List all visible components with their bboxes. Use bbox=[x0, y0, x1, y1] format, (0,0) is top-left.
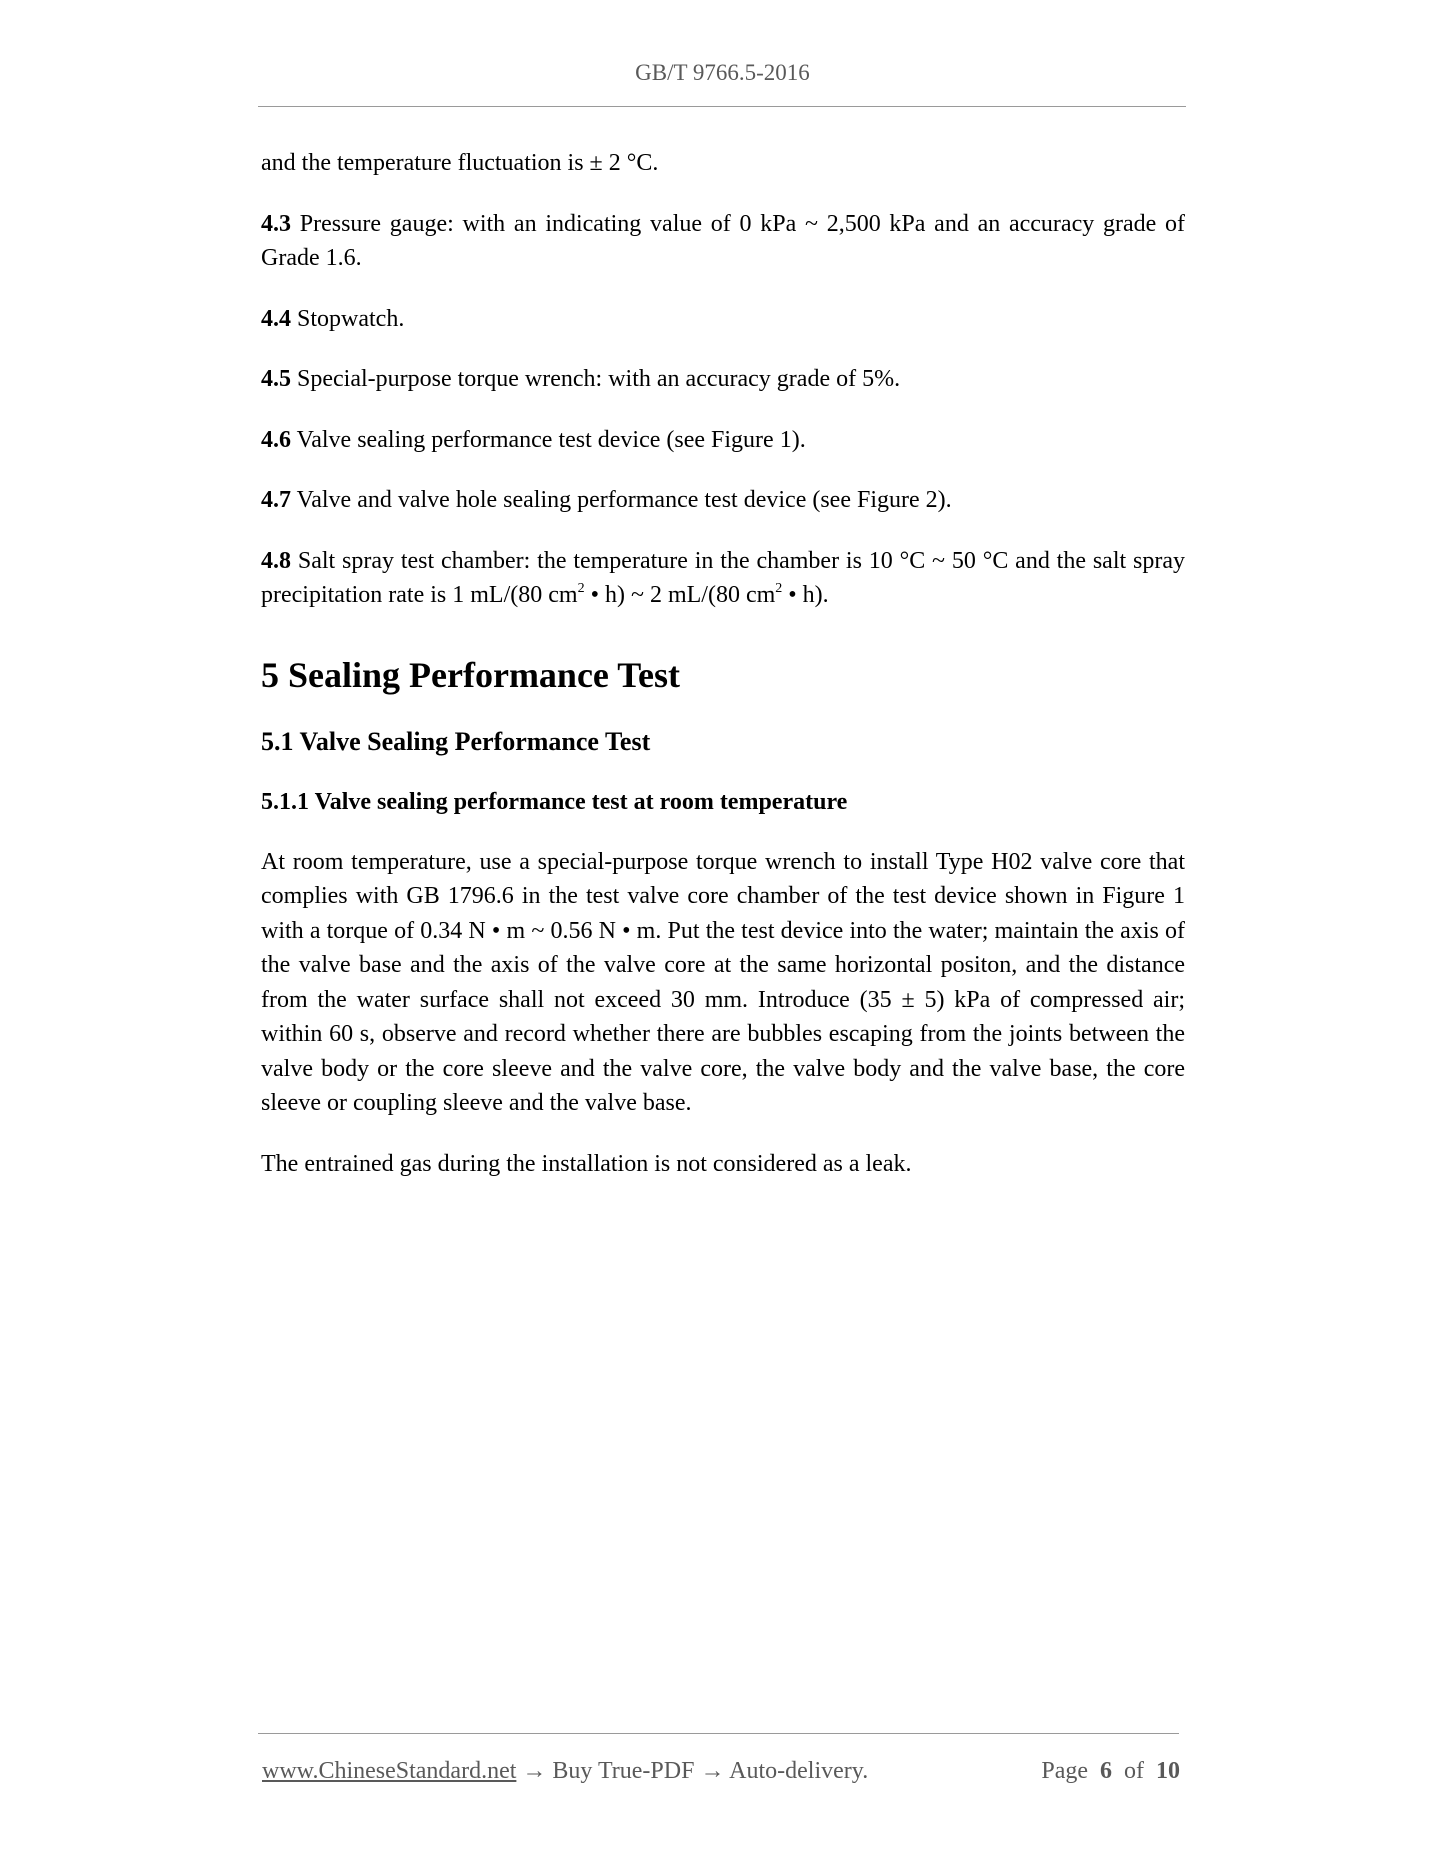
continued-paragraph: and the temperature fluctuation is ± 2 °C. bbox=[261, 150, 659, 176]
header-divider bbox=[258, 106, 1186, 107]
clause-text: Stopwatch. bbox=[291, 305, 405, 332]
list-item bbox=[261, 207, 1185, 276]
clause-text: Pressure gauge: with an indicating value of 0 kPa ~ 2,500 kPa and an accuracy grade of Grade 1.6. bbox=[261, 210, 1185, 271]
clause-text: • h). bbox=[782, 582, 829, 608]
buy-text: Buy True-PDF bbox=[552, 1758, 695, 1784]
section-heading: 5 Sealing Performance Test bbox=[261, 654, 680, 695]
list-item bbox=[261, 423, 1185, 458]
subsection-heading: 5.1 Valve Sealing Performance Test bbox=[261, 726, 651, 756]
clause-text: Valve sealing performance test device (see Figure 1). bbox=[291, 426, 806, 453]
clause-number: 4.7 bbox=[261, 487, 291, 513]
page-total: 10 bbox=[1156, 1758, 1180, 1784]
of-label: of bbox=[1124, 1758, 1144, 1784]
page-number: 6 bbox=[1100, 1758, 1112, 1784]
list-item bbox=[261, 362, 1185, 397]
list-item bbox=[261, 483, 1185, 518]
body-paragraph: At room temperature, use a special-purpose torque wrench to install Type H02 valve core that complies with GB 1796.6 in the test valve core chamber of the test device shown in Figure 1 with a torque of 0.34 N • m ~ 0.56 N • m. Put the test device into the water; maintain the axis of the valve base and the axis of the valve core at the same horizontal positon, and the distance from the water surface shall not exceed 30 mm. Introduce (35 ± 5) kPa of compressed air; within 60 s, observe and record whether there are bubbles escaping from the joints between the valve body or the core sleeve and the valve core, the valve body and the valve base, the core sleeve or coupling sleeve and the valve base. bbox=[261, 848, 1185, 1116]
arrow-icon: → bbox=[516, 1758, 553, 1784]
clause-number: 4.6 bbox=[261, 426, 291, 453]
clause-number: 4.3 bbox=[261, 210, 291, 237]
page-header-title: GB/T 9766.5-2016 bbox=[635, 60, 810, 85]
clause-text: Salt spray test chamber: the temperature in the chamber is 10 °C ~ 50 °C and the salt spray precipitation rate is 1 mL/(80 cm bbox=[261, 547, 1185, 608]
superscript: 2 bbox=[577, 581, 585, 596]
subsubsection-heading: 5.1.1 Valve sealing performance test at room temperature bbox=[261, 788, 848, 815]
clause-text: Special-purpose torque wrench: with an accuracy grade of 5%. bbox=[291, 366, 901, 392]
document-body bbox=[261, 146, 1185, 1207]
list-item bbox=[261, 544, 1185, 613]
body-paragraph: The entrained gas during the installation is not considered as a leak. bbox=[261, 1150, 912, 1177]
list-item bbox=[261, 302, 1185, 337]
page-label: Page bbox=[1041, 1758, 1088, 1784]
footer-promo bbox=[262, 1758, 868, 1785]
arrow-icon: → bbox=[694, 1758, 730, 1784]
clause-number: 4.5 bbox=[261, 366, 291, 392]
footer-divider bbox=[258, 1733, 1179, 1734]
clause-text: Valve and valve hole sealing performance test device (see Figure 2). bbox=[291, 487, 952, 513]
clause-number: 4.8 bbox=[261, 547, 291, 574]
website-link[interactable]: www.ChineseStandard.net bbox=[262, 1758, 517, 1784]
clause-text: • h) ~ 2 mL/(80 cm bbox=[584, 582, 776, 608]
delivery-text: Auto-delivery. bbox=[729, 1758, 869, 1784]
page-indicator bbox=[1041, 1758, 1180, 1785]
clause-number: 4.4 bbox=[261, 305, 291, 332]
superscript: 2 bbox=[775, 581, 783, 596]
